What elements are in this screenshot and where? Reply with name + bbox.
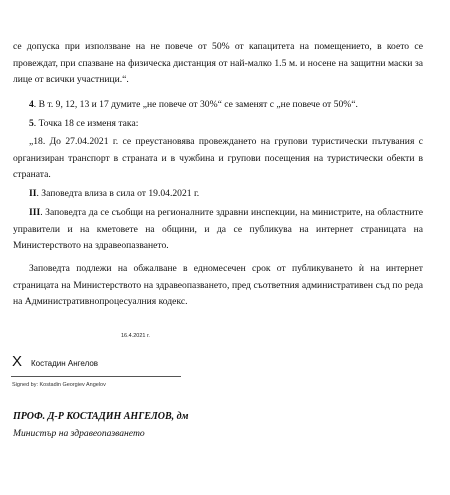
item-4-text: . В т. 9, 12, 13 и 17 думите „не повече от 30%“ се заменят с „не повече от 50%“. [33, 99, 358, 110]
signatory-title: ПРОФ. Д-Р КОСТАДИН АНГЕЛОВ, дм [13, 411, 189, 422]
section-3-number: III [29, 207, 41, 218]
signature-name: Костадин Ангелов [31, 359, 99, 368]
item-5 [29, 116, 138, 132]
appeal-paragraph: Заповедта подлежи на обжалване в едномесечен срок от публикуването ѝ на интернет страницата на Министерството на здравеопазването, пред съответния административен съд по реда на Административнопроцесуалния кодекс. [13, 263, 423, 308]
section-2-number: II [29, 188, 37, 199]
section-2-text: . Заповедта влиза в сила от 19.04.2021 г. [36, 188, 200, 199]
item-4 [29, 97, 358, 113]
signatory-role: Министър на здравеопазването [13, 428, 145, 439]
section-3 [13, 205, 423, 255]
item-4-number: 4 [29, 99, 34, 110]
signature-mark: X [12, 353, 23, 370]
signature-line [11, 376, 181, 377]
signature-date: 16.4.2021 г. [121, 333, 150, 339]
section-3-text: . Заповедта да се съобщи на регионалните здравни инспекции, на министрите, на областните управители и на кметовете на общини, и да се публикува на интернет страницата на Министерството на здравеопазването. [13, 207, 423, 252]
item-5-text: . Точка 18 се изменя така: [33, 118, 139, 129]
item-5-quote: „18. До 27.04.2021 г. се преустановява провеждането на групови туристически пътувания с организиран транспорт в страната и в чужбина и групови посещения на туристически обекти в страната. [13, 136, 423, 181]
signed-by-label: Signed by: Kostadin Georgiev Angelov [12, 382, 106, 388]
item-5-number: 5 [29, 118, 34, 129]
paragraph-capacity: се допуска при използване на не повече от 50% от капацитета на помещението, в което се провеждат, при спазване на физическа дистанция от най-малко 1.5 м. и носене на защитни маски за лице от всички участници.“. [13, 41, 423, 86]
section-2 [29, 186, 199, 202]
